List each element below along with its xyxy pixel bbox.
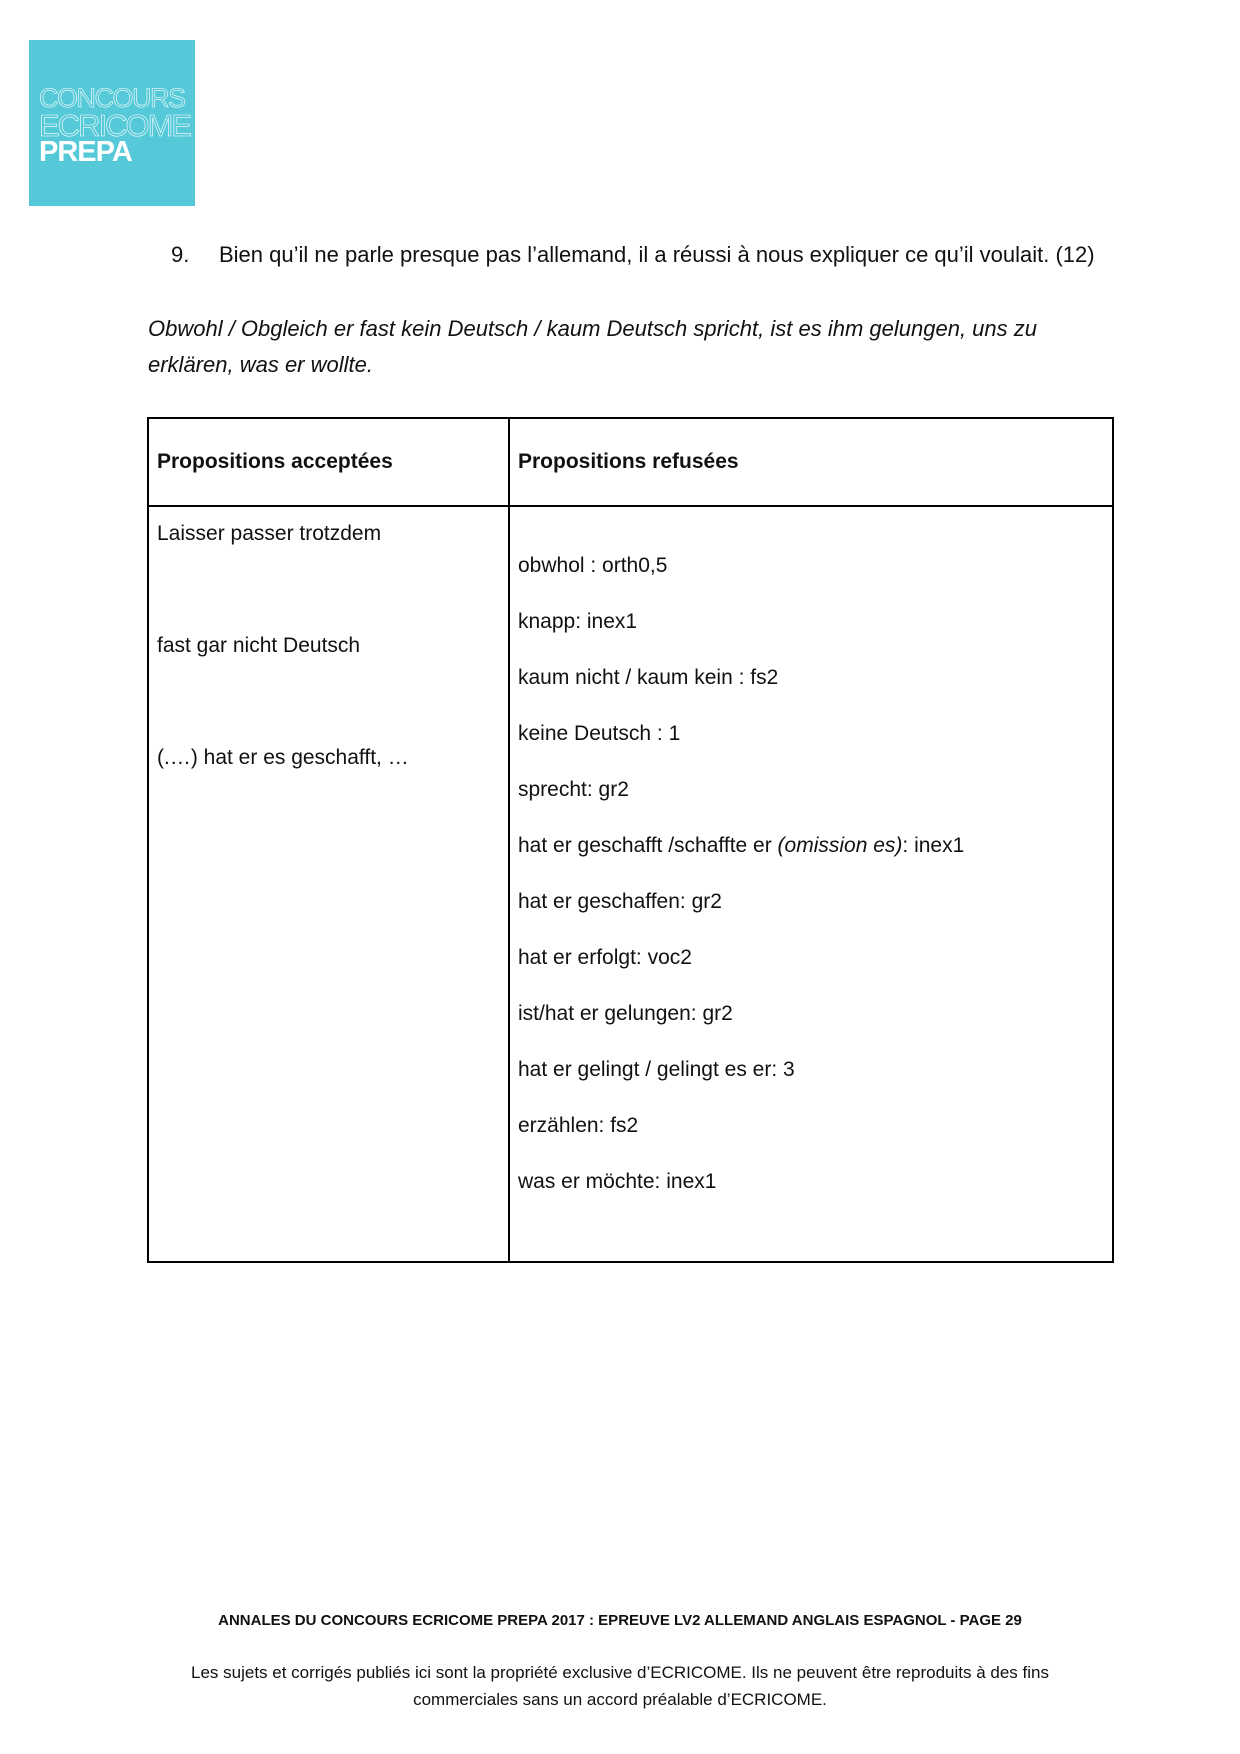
- logo-line-ecricome: ECRICOME: [39, 108, 191, 143]
- refused-list: [518, 507, 1104, 1261]
- refused-cell: [509, 506, 1113, 1262]
- refused-item-part: : inex1: [902, 834, 965, 857]
- model-translation: Obwohl / Obgleich er fast kein Deutsch / kaum Deutsch spricht, ist es ihm gelungen, uns zu erklären, was er wollte.: [148, 316, 1037, 377]
- refused-item: ist/hat er gelungen: gr2: [518, 1002, 733, 1025]
- ecricome-logo: [29, 40, 195, 206]
- header-accepted: Propositions acceptées: [148, 418, 509, 506]
- logo-line-concours: CONCOURS: [39, 83, 185, 113]
- footer-copyright-note: Les sujets et corrigés publiés ici sont la propriété exclusive d’ECRICOME. Ils ne peuvent être reproduits à des fins commerciales sans un accord préalable d’ECRICOME.: [191, 1663, 1049, 1709]
- accepted-item: fast gar nicht Deutsch: [157, 634, 361, 657]
- accepted-item: Laisser passer trotzdem: [157, 522, 382, 545]
- propositions-table: [147, 417, 1114, 1263]
- header-refused: Propositions refusées: [509, 418, 1113, 506]
- refused-item-part: hat er geschafft /schaffte er: [518, 834, 778, 857]
- question-text: Bien qu’il ne parle presque pas l’allemand, il a réussi à nous expliquer ce qu’il voulait. (12): [219, 242, 1095, 267]
- refused-item: knapp: inex1: [518, 610, 638, 633]
- refused-item: obwhol : orth0,5: [518, 554, 668, 577]
- refused-item: [518, 833, 1104, 889]
- refused-item: sprecht: gr2: [518, 778, 629, 801]
- refused-item: keine Deutsch : 1: [518, 722, 681, 745]
- refused-item-italic: (omission es): [777, 834, 903, 857]
- refused-item: hat er erfolgt: voc2: [518, 946, 692, 969]
- table-header-row: [148, 418, 1113, 506]
- accepted-item: (.…) hat er es geschafft, …: [157, 746, 409, 769]
- refused-item: hat er gelingt / gelingt es er: 3: [518, 1058, 795, 1081]
- accepted-list: [157, 507, 500, 857]
- table-body-row: [148, 506, 1113, 1262]
- accepted-cell: [148, 506, 509, 1262]
- refused-item: was er möchte: inex1: [518, 1170, 717, 1193]
- logo-line-prepa: PREPA: [39, 136, 132, 168]
- refused-item: erzählen: fs2: [518, 1114, 639, 1137]
- refused-item: kaum nicht / kaum kein : fs2: [518, 666, 779, 689]
- footer-title: ANNALES DU CONCOURS ECRICOME PREPA 2017 : EPREUVE LV2 ALLEMAND ANGLAIS ESPAGNOL - PAGE 29: [218, 1612, 1022, 1629]
- refused-item: hat er geschaffen: gr2: [518, 890, 722, 913]
- question-number: 9.: [171, 242, 190, 267]
- question: [171, 242, 1095, 268]
